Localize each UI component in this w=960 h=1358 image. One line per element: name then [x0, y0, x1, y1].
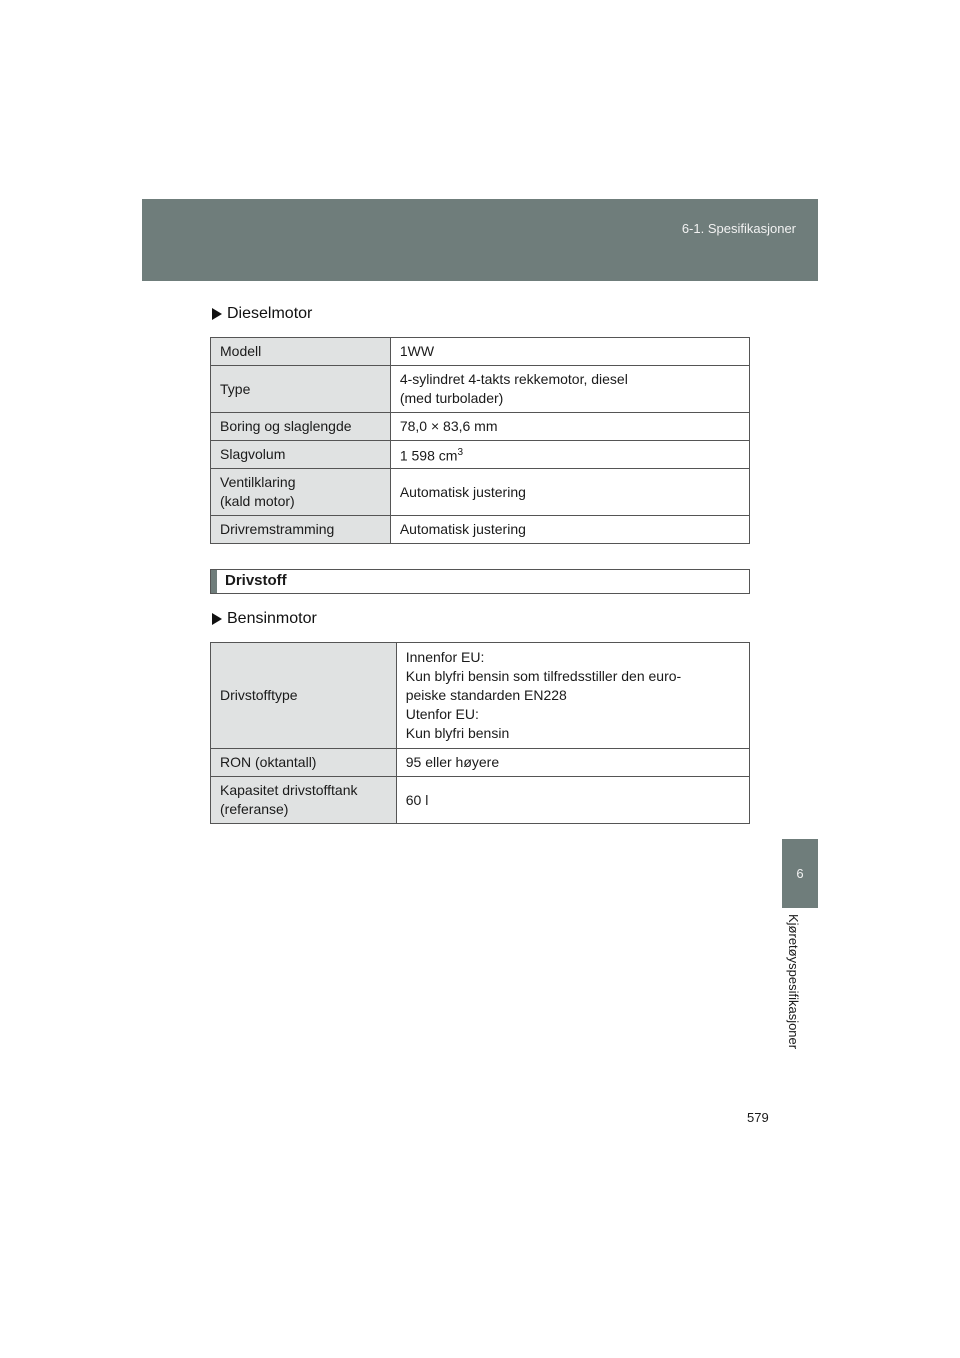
table-key-cell: Drivremstramming [211, 516, 391, 544]
table-row [211, 749, 750, 777]
heading-accent-bar [211, 570, 217, 593]
petrol-spec-table [210, 642, 750, 824]
table-key-cell: RON (oktantall) [211, 749, 397, 777]
table-key-cell: Type [211, 366, 391, 413]
table-row [211, 469, 750, 516]
chapter-number: 6 [796, 866, 804, 881]
table-key-cell: Modell [211, 338, 391, 366]
triangle-bullet-icon [212, 613, 222, 625]
table-row [211, 777, 750, 824]
petrol-heading [212, 610, 317, 628]
table-value-cell: Automatisk justering [390, 516, 749, 544]
diesel-heading-text: Dieselmotor [227, 305, 313, 322]
table-value-cell: 1WW [390, 338, 749, 366]
superscript: 3 [457, 447, 463, 459]
fuel-section-heading [210, 569, 750, 594]
table-value-cell: 60 l [396, 777, 749, 824]
chapter-label: Kjøretøyspesifikasjoner [786, 914, 801, 1050]
header-band [142, 199, 818, 281]
chapter-tab[interactable] [782, 839, 818, 908]
petrol-heading-text: Bensinmotor [227, 610, 317, 627]
table-row [211, 516, 750, 544]
triangle-bullet-icon [212, 308, 222, 320]
fuel-section-title: Drivstoff [225, 572, 287, 589]
diesel-spec-table [210, 337, 750, 544]
table-value-cell: 1 598 $cm^3$ [390, 441, 749, 469]
table-value-cell: 95 eller høyere [396, 749, 749, 777]
section-title: 6-1. Spesifikasjoner [681, 221, 796, 236]
table-key-cell: Ventilklaring (kald motor) [211, 469, 391, 516]
table-value-cell: Innenfor EU: Kun blyfri bensin som tilfredsstiller den euro- peiske standarden EN228 Utenfor EU: Kun blyfri bensin [396, 643, 749, 749]
table-key-cell: Drivstofftype [211, 643, 397, 749]
table-value-cell: 78,0 × 83,6 mm [390, 413, 749, 441]
table-key-cell: Boring og slaglengde [211, 413, 391, 441]
table-row [211, 413, 750, 441]
table-key-cell: Slagvolum [211, 441, 391, 469]
page-number: 579 [747, 1110, 769, 1125]
table-row [211, 643, 750, 749]
table-key-cell: Kapasitet drivstofftank (referanse) [211, 777, 397, 824]
table-row [211, 441, 750, 469]
table-value-cell: 4-sylindret 4-takts rekkemotor, diesel (med turbolader) [390, 366, 749, 413]
table-row [211, 366, 750, 413]
diesel-heading [212, 305, 312, 323]
table-value-cell: Automatisk justering [390, 469, 749, 516]
table-row [211, 338, 750, 366]
